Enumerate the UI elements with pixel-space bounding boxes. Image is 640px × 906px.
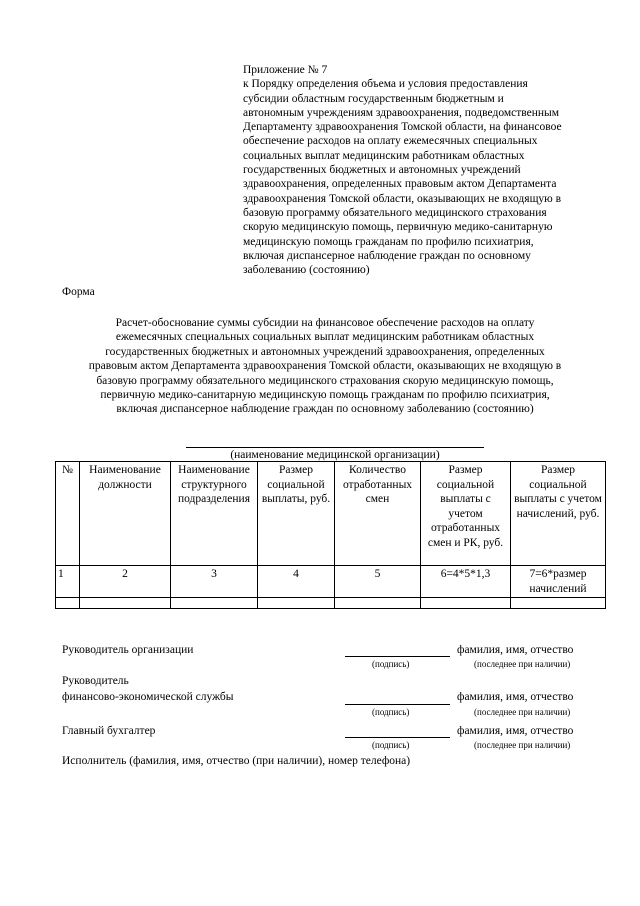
finance-signature-caption: (подпись) [372,707,410,717]
appendix-line: автономным учреждениям здравоохранения, подведомственным [243,106,560,119]
empty-cell[interactable] [56,598,80,609]
column-header: Размер социальной выплаты, руб. [258,462,335,566]
accountant-name-label: фамилия, имя, отчество [457,725,574,737]
appendix-line: медицинскую помощь гражданам по профилю психиатрия, [243,235,534,248]
title-line: включая диспансерное наблюдение граждан по основному заболеванию (состоянию) [116,403,534,416]
table-empty-row [56,598,606,609]
head-name-label: фамилия, имя, отчество [457,644,574,656]
column-header: Размер социальной выплаты с учетом начислений, руб. [511,462,606,566]
empty-cell[interactable] [80,598,171,609]
title-line: ежемесячных специальных социальных выплат медицинским работникам областных [115,331,535,344]
title-line: первичную медико-санитарную медицинскую помощь гражданам по профилю психиатрия, [100,389,550,402]
appendix-line: базовую программу обязательного медицинского страхования [243,206,547,219]
appendix-line: Департаменту здравоохранения Томской области, на финансовое [243,121,562,134]
appendix-line: обеспечение расходов на оплату ежемесячных специальных [243,135,538,148]
column-number: 6=4*5*1,3 [421,566,511,598]
title-line: государственных бюджетных и автономных учреждений здравоохранения, определенных [105,345,545,358]
appendix-line: включая диспансерное наблюдение граждан по основному [243,249,531,262]
column-number-row [56,566,606,598]
executor-label: Исполнитель (фамилия, имя, отчество (при наличии), номер телефона) [62,755,411,767]
appendix-line: заболеванию (состоянию) [243,264,370,277]
empty-cell[interactable] [258,598,335,609]
empty-cell[interactable] [335,598,421,609]
empty-cell[interactable] [171,598,258,609]
appendix-line: скорую медицинскую помощь, первичную медико-санитарную [243,221,553,234]
head-of-organization-label: Руководитель организации [62,644,194,656]
chief-accountant-label: Главный бухгалтер [62,725,156,737]
finance-name-label: фамилия, имя, отчество [457,691,574,703]
head-signature-caption: (подпись) [372,659,410,669]
finance-head-label-line1: Руководитель [62,675,129,687]
appendix-line: социальных выплат медицинским работникам областных [243,149,525,162]
title-line: правовым актом Департамента здравоохранения Томской области, оказывающих не входящую в [88,360,562,373]
form-label: Форма [62,286,95,298]
calculation-table [55,461,606,609]
appendix-line: субсидии областным государственным бюджетным и [243,92,504,105]
title-line: базовую программу обязательного медицинского страхования скорую медицинскую помощь, [96,374,554,387]
column-header: Наименование должности [80,462,171,566]
appendix-header [243,63,618,277]
document-title [60,316,590,417]
head-name-caption: (последнее при наличии) [474,659,571,669]
column-header: Наименование структурного подразделения [171,462,258,566]
empty-cell[interactable] [511,598,606,609]
appendix-line: здравоохранения, определенных правовым актом Департамента [243,178,557,191]
column-header: Количество отработанных смен [335,462,421,566]
appendix-line: Приложение № 7 [243,64,328,76]
appendix-line: здравоохранения Томской области, оказывающих не входящую в [243,192,562,205]
accountant-name-caption: (последнее при наличии) [474,740,571,750]
finance-head-label-line2: финансово-экономической службы [62,691,234,703]
column-number: 5 [335,566,421,598]
column-header: Размер социальной выплаты с учетом отработанных смен и РК, руб. [421,462,511,566]
finance-name-caption: (последнее при наличии) [474,707,571,717]
finance-signature-line[interactable] [345,704,450,705]
appendix-line: государственных бюджетных и автономных учреждений [243,164,521,177]
column-number: 1 [56,566,80,598]
column-number: 4 [258,566,335,598]
column-number: 3 [171,566,258,598]
table-header-row [56,462,606,566]
accountant-signature-caption: (подпись) [372,740,410,750]
title-line: Расчет-обоснование суммы субсидии на финансовое обеспечение расходов на оплату [115,317,535,329]
column-header: № [56,462,80,566]
empty-cell[interactable] [421,598,511,609]
appendix-line: к Порядку определения объема и условия предоставления [243,78,528,91]
organization-name-caption: (наименование медицинской организации) [186,447,484,462]
column-number: 2 [80,566,171,598]
column-number: 7=6*размер начислений [511,566,606,598]
head-signature-line[interactable] [345,656,450,657]
accountant-signature-line[interactable] [345,737,450,738]
